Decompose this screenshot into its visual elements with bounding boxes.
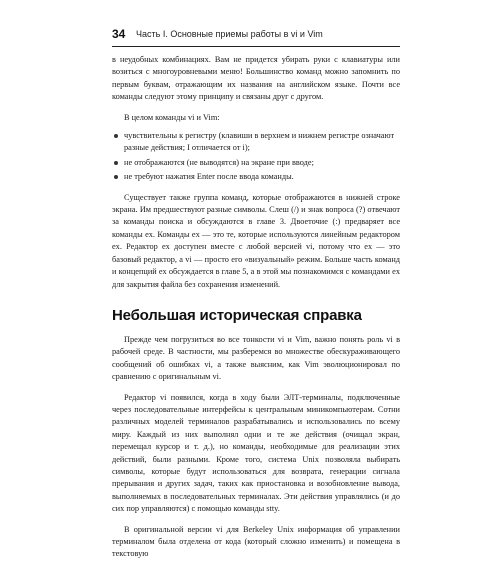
section-heading: Небольшая историческая справка: [112, 306, 362, 324]
list-item: чувствительны к регистру (клавиши в верхнем и нижнем регистре означают разные действия; I отличается от i);: [112, 130, 400, 155]
bullet-dot-icon: [114, 175, 118, 179]
chapter-title: Часть I. Основные приемы работы в vi и Vim: [136, 29, 323, 39]
paragraph-4: Прежде чем погрузиться во все тонкости vi и Vim, важно понять роль vi в рабочей среде. В частности, мы разберемся во множестве обескураживающего сообщений об ошибках vi, а также выясним, как Vim эволюционировал по сравнению с оригинальным vi.: [112, 334, 400, 382]
paragraph-3: Существует также группа команд, которые отображаются в нижней строке экрана. Им предшествуют разные символы. Слеш (/) и знак вопроса (?) отвечают за команды поиска и обсуждаются в главе 3. Двоеточие (:) предваряет все команды ex. Команды ex — это те, которые используются линейным редактором ex. Редактор ex доступен вместе с любой версией vi, потому что ex — это базовый редактор, а vi — просто его «визуальный» режим. Больше часть команд и концепций ex обсуждается в главе 5, а в этой мы познакомимся с командами ex для закрытия файла без сохранения изменений.: [112, 192, 400, 289]
bullet-dot-icon: [114, 134, 118, 138]
paragraph-1: в неудобных комбинациях. Вам не придется убирать руки с клавиатуры или возиться с многоуровневыми меню! Большинство команд можно запомнить по первым буквам, отражающим их названия на английском языке. Почти все команды следуют этому принципу и связаны друг с другом.: [112, 55, 400, 102]
page-body: [112, 54, 400, 561]
paragraph-2: В целом команды vi и Vim:: [124, 112, 220, 122]
paragraph-5: Редактор vi появился, когда в ходу были ЭЛТ-терминалы, подключенные через последовательные интерфейсы к центральным миникомпьютерам. Сотни различных моделей терминалов разрабатывались и использовались по всему миру. Каждый из них выполнял одни и те же действия (очищал экран, перемещал курсор и т. д.), но команды, необходимые для реализации этих действий, были разными. Кроме того, система Unix позволяла выбирать символы, которые будут использоваться для возврата, генерации сигнала прерывания и других задач, таких как приостановка и возобновление вывода, выполняемых в последовательных терминалах. Эти действия управлялись (и до сих пор управляются) с помощью команды stty.: [112, 392, 400, 514]
running-header: [112, 24, 400, 47]
paragraph-6: В оригинальной версии vi для Berkeley Unix информация об управлении терминалом была отделена от кода (который сложно изменить) и помещена в текстовую: [112, 524, 400, 559]
bullet-dot-icon: [114, 161, 118, 165]
page-number: 34: [112, 27, 126, 41]
list-item: не отображаются (не выводятся) на экране при вводе;: [112, 157, 400, 169]
list-item: не требуют нажатия Enter после ввода команды.: [112, 171, 400, 183]
bullet-list: [112, 130, 400, 184]
